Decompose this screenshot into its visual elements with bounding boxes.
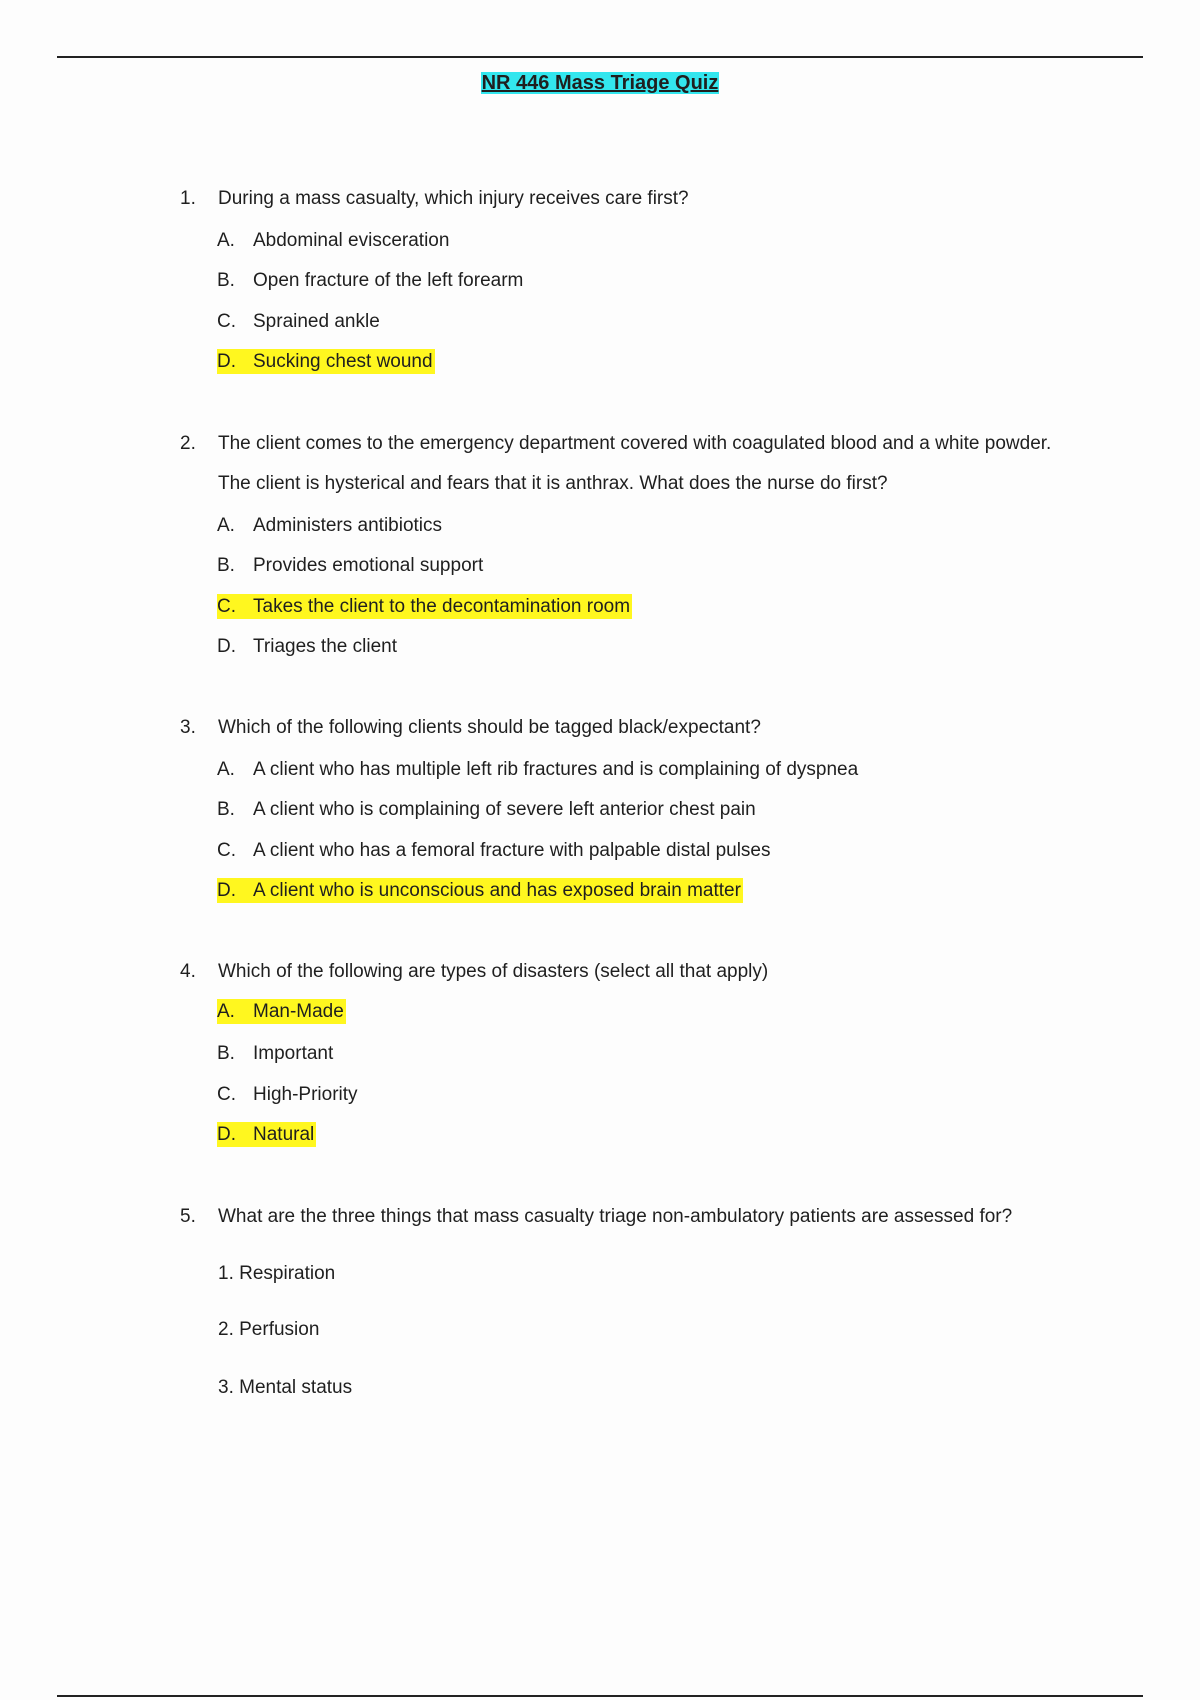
option-text: Sprained ankle — [253, 311, 380, 332]
q3-option-a — [217, 757, 858, 783]
q3-option-c — [217, 838, 771, 864]
q1-option-b — [217, 268, 523, 294]
q3-option-d — [217, 878, 743, 904]
option-letter: D. — [217, 880, 236, 901]
option-letter: A. — [217, 759, 235, 780]
q4-option-b — [217, 1041, 333, 1067]
option-letter: A. — [217, 515, 235, 536]
option-text: Man-Made — [253, 1001, 344, 1022]
q2-option-a — [217, 513, 442, 539]
question-4 — [180, 952, 1080, 992]
q2-option-b — [217, 553, 483, 579]
option-text: Provides emotional support — [253, 555, 484, 576]
option-text: Natural — [253, 1124, 315, 1145]
highlighted-answer — [217, 594, 632, 619]
option-text: Triages the client — [253, 636, 397, 657]
question-number: 1. — [180, 188, 196, 209]
question-5 — [180, 1197, 1080, 1237]
option-text: A client who has multiple left rib fractures and is complaining of dyspnea — [253, 759, 859, 780]
option-letter: B. — [217, 1043, 235, 1064]
question-2 — [180, 424, 1080, 504]
option-text: Important — [253, 1043, 334, 1064]
option-text: A client who is unconscious and has exposed brain matter — [253, 880, 741, 901]
option-text: High-Priority — [253, 1084, 358, 1105]
top-rule — [57, 56, 1143, 58]
highlighted-answer — [217, 1122, 316, 1147]
highlighted-answer — [217, 349, 435, 374]
q5-answer-1: 1. Respiration — [218, 1263, 336, 1284]
bottom-rule — [57, 1695, 1143, 1697]
option-text: Administers antibiotics — [253, 515, 443, 536]
q3-option-b — [217, 797, 756, 823]
q1-option-c — [217, 309, 380, 335]
option-letter: B. — [217, 799, 235, 820]
option-text: Takes the client to the decontamination room — [253, 596, 631, 617]
q5-answer-2: 2. Perfusion — [218, 1319, 320, 1340]
q1-option-d — [217, 349, 435, 375]
question-number: 2. — [180, 433, 196, 454]
option-text: A client who is complaining of severe left anterior chest pain — [253, 799, 756, 820]
question-3 — [180, 708, 1080, 748]
document-title-text: NR 446 Mass Triage Quiz — [481, 72, 719, 94]
option-text: A client who has a femoral fracture with palpable distal pulses — [253, 840, 771, 861]
q5-answer-3: 3. Mental status — [218, 1377, 353, 1398]
option-letter: D. — [217, 636, 236, 657]
document-title — [0, 72, 1200, 95]
option-letter: D. — [217, 1124, 236, 1145]
question-number: 4. — [180, 961, 196, 982]
question-text: Which of the following are types of disasters (select all that apply) — [218, 961, 769, 982]
option-text: Open fracture of the left forearm — [253, 270, 524, 291]
question-number: 3. — [180, 717, 196, 738]
option-letter: A. — [217, 230, 235, 251]
option-letter: B. — [217, 555, 235, 576]
q4-option-c — [217, 1082, 358, 1108]
highlighted-answer — [217, 878, 743, 903]
q1-option-a — [217, 228, 449, 254]
question-text: What are the three things that mass casualty triage non-ambulatory patients are assessed for? — [218, 1206, 1013, 1227]
option-letter: C. — [217, 596, 236, 617]
option-letter: A. — [217, 1001, 235, 1022]
q2-option-c — [217, 594, 632, 620]
question-1 — [180, 179, 1080, 219]
question-text: During a mass casualty, which injury receives care first? — [218, 188, 689, 209]
option-text: Sucking chest wound — [253, 351, 433, 372]
highlighted-answer — [217, 999, 346, 1024]
option-letter: C. — [217, 1084, 236, 1105]
q2-option-d — [217, 634, 397, 660]
option-text: Abdominal evisceration — [253, 230, 450, 251]
option-letter: D. — [217, 351, 236, 372]
question-text: Which of the following clients should be tagged black/expectant? — [218, 717, 761, 738]
question-number: 5. — [180, 1206, 196, 1227]
option-letter: B. — [217, 270, 235, 291]
option-letter: C. — [217, 311, 236, 332]
q4-option-d — [217, 1122, 316, 1148]
option-letter: C. — [217, 840, 236, 861]
q4-option-a — [217, 999, 346, 1025]
question-text: The client comes to the emergency department covered with coagulated blood and a white powder. The client is hysterical and fears that it is anthrax. What does the nurse do first? — [218, 433, 1052, 494]
